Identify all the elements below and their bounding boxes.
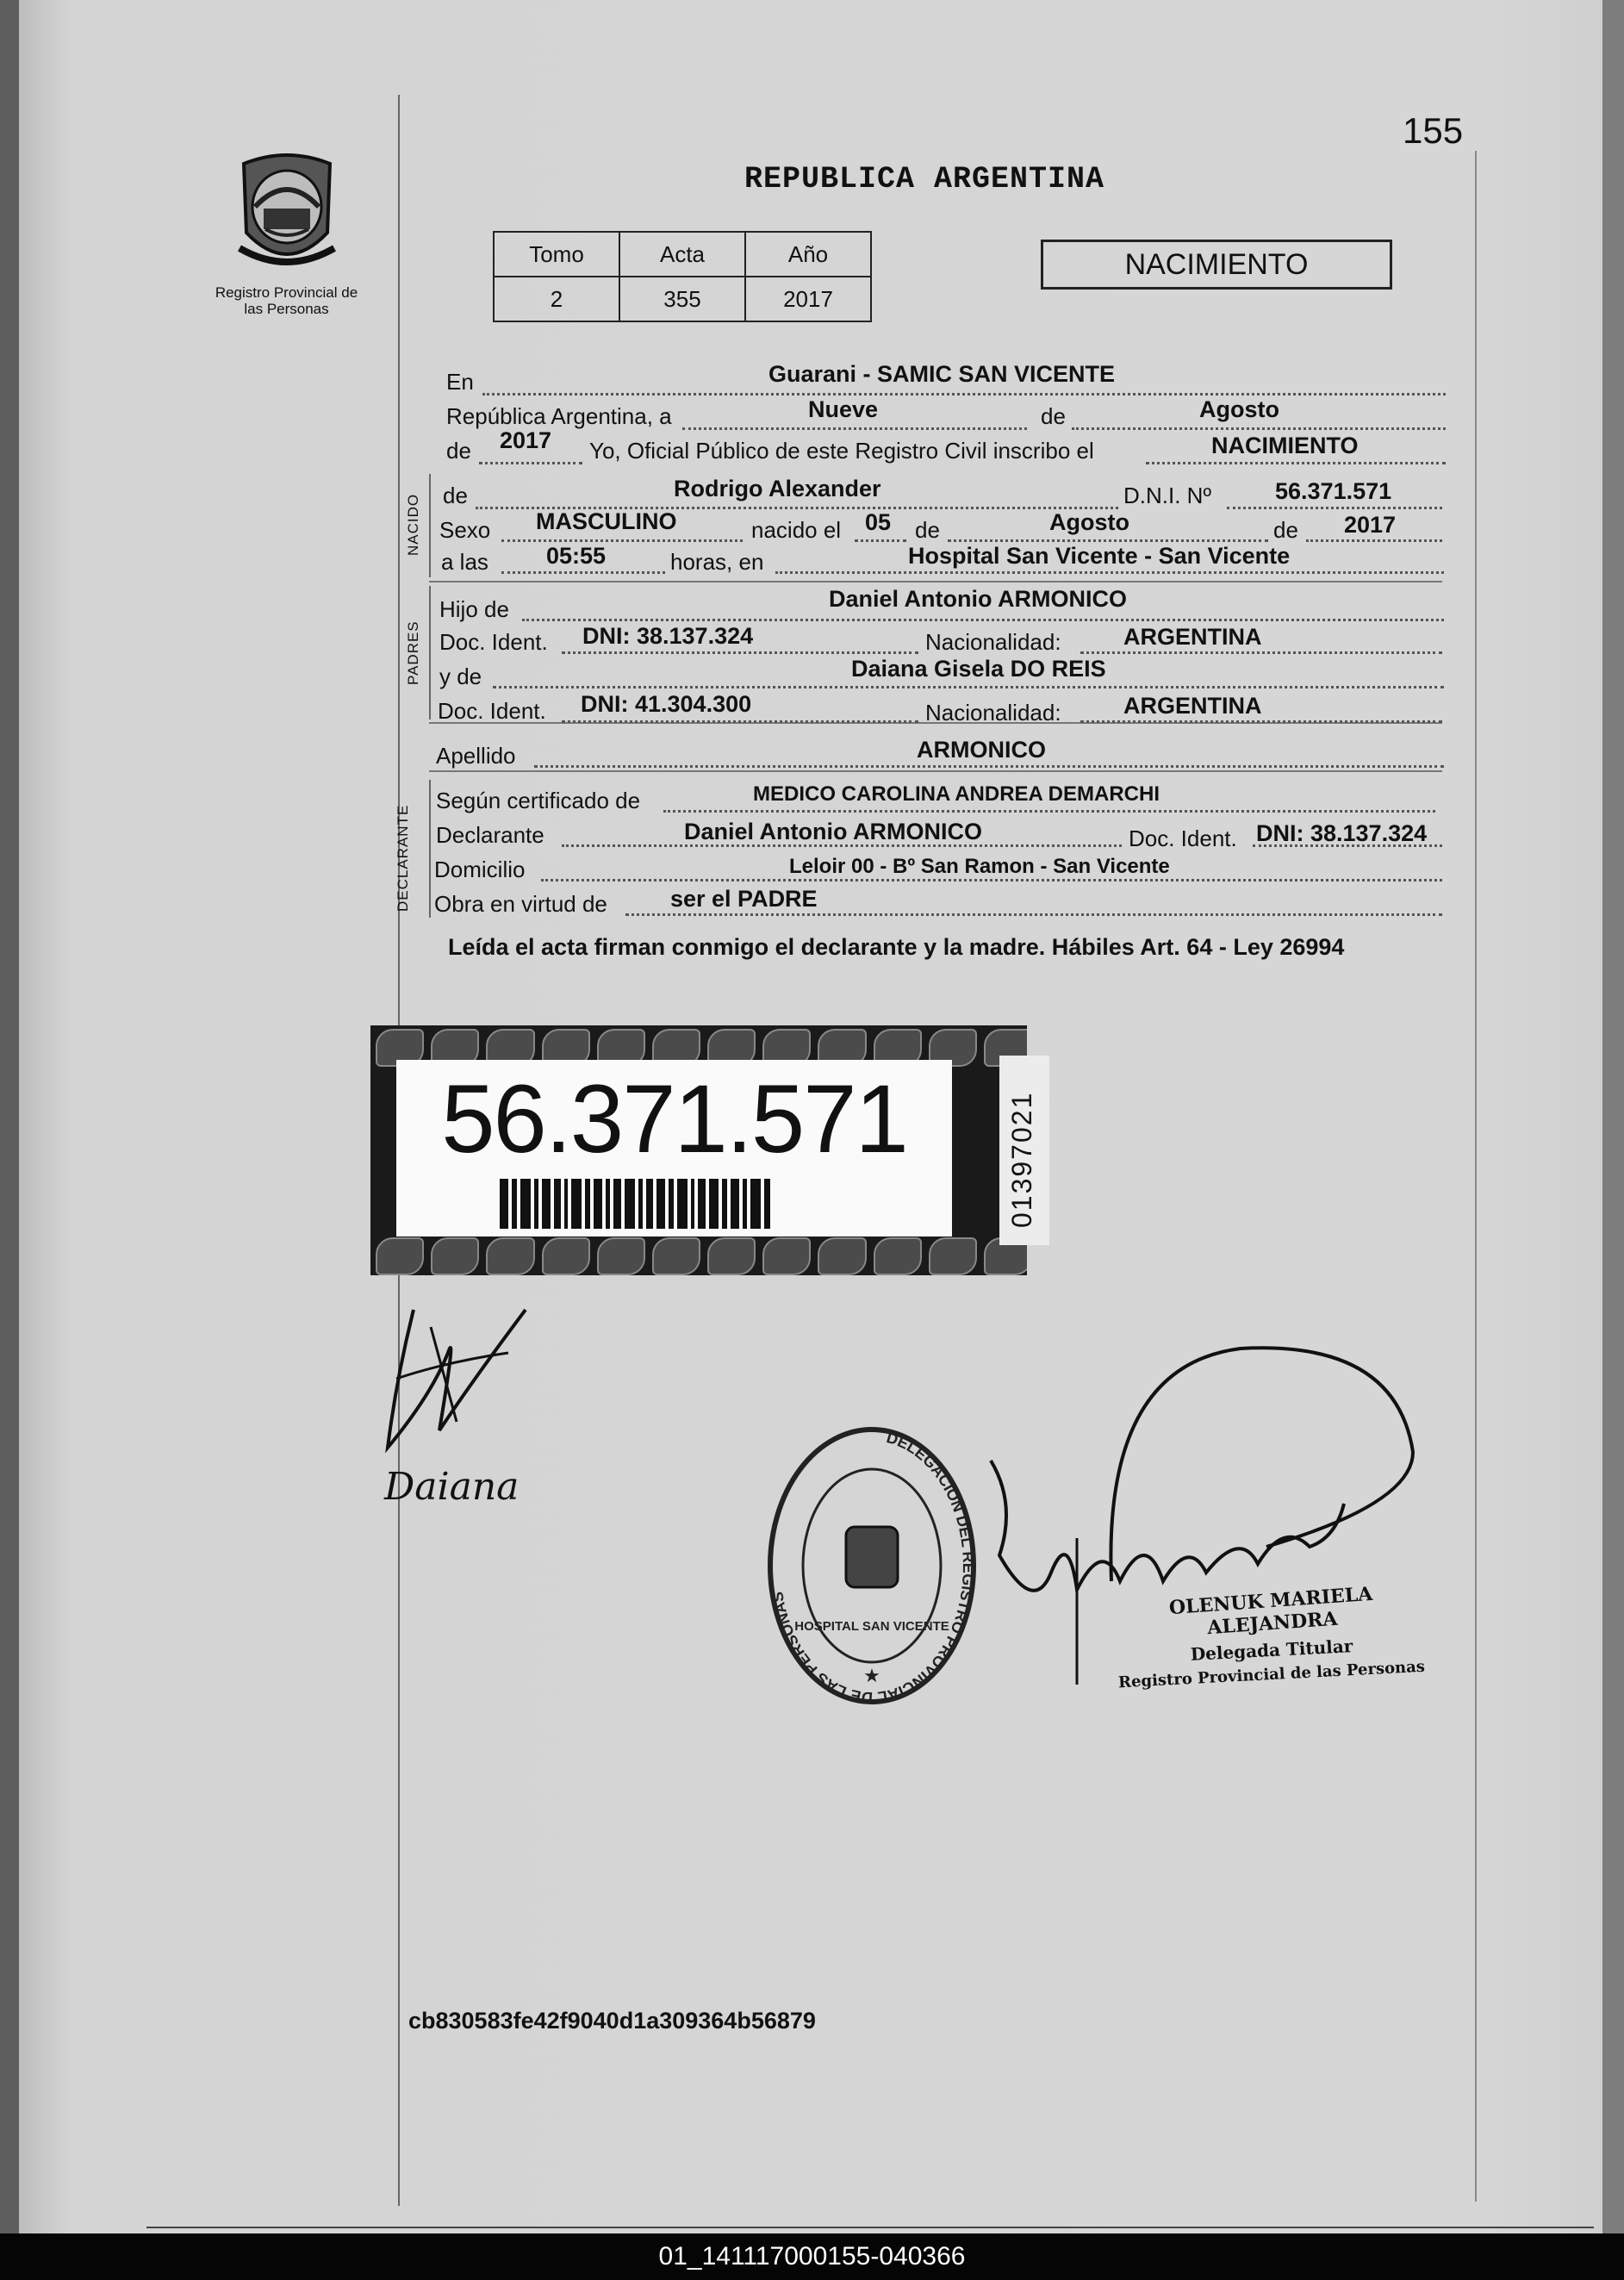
nacido-bracket — [429, 474, 431, 577]
value-domicilio: Leloir 00 - Bº San Ramon - San Vicente — [789, 855, 1170, 878]
dotted-line — [479, 462, 582, 464]
dotted-line — [493, 686, 1444, 688]
label-horas-en: horas, en — [670, 549, 764, 575]
label-domicilio: Domicilio — [434, 857, 526, 882]
dotted-line — [1080, 651, 1442, 654]
page-number: 155 — [1403, 110, 1464, 151]
dotted-line — [541, 879, 1442, 881]
official-office: Registro Provincial de las Personas — [1117, 1657, 1426, 1692]
value-anio-nac: 2017 — [1344, 512, 1397, 538]
label-nacionalidad-padre: Nacionalidad: — [925, 629, 1061, 655]
label-doc-ident-declarante: Doc. Ident. — [1129, 825, 1237, 851]
dotted-line — [522, 619, 1444, 621]
value-dni: 56.371.571 — [1275, 478, 1392, 504]
dni-sticker — [370, 1025, 1027, 1275]
label-de-anio-nac: de — [1273, 517, 1298, 543]
tomo-header: Tomo — [494, 232, 619, 277]
value-nombre: Rodrigo Alexander — [674, 476, 881, 501]
dotted-line — [625, 913, 1442, 916]
declarante-bracket — [429, 780, 431, 918]
label-declarante: Declarante — [436, 822, 544, 848]
label-segun-certificado: Según certificado de — [436, 788, 641, 813]
section-label-declarante: DECLARANTE — [395, 804, 411, 912]
tomo-value: 2 — [494, 277, 619, 321]
value-lugar-nac: Hospital San Vicente - San Vicente — [908, 543, 1291, 569]
sticker-serial: 01397021 — [1006, 1091, 1037, 1228]
mother-handwritten-name: Daiana — [384, 1465, 520, 1509]
label-en: En — [446, 369, 474, 395]
section-label-padres: PADRES — [405, 620, 421, 685]
svg-text:DELEGACION DEL REGISTRO PROVIN: DELEGACION DEL REGISTRO PROVINCIAL DE LAS PERSONAS — [768, 1429, 977, 1707]
value-padre-nac: ARGENTINA — [1123, 624, 1262, 650]
official-name: OLENUK MARIELA ALEJANDRA — [1168, 1582, 1374, 1640]
dotted-line — [855, 539, 906, 542]
value-padre: Daniel Antonio ARMONICO — [829, 586, 1127, 612]
document-hash: cb830583fe42f9040d1a309364b56879 — [408, 2008, 816, 2034]
svg-text:HOSPITAL SAN VICENTE: HOSPITAL SAN VICENTE — [794, 1619, 949, 1634]
official-signature-block — [1117, 1582, 1427, 1692]
anio-value: 2017 — [745, 277, 871, 321]
acta-header: Acta — [619, 232, 745, 277]
dotted-line — [482, 393, 1446, 396]
label-apellido: Apellido — [436, 743, 516, 769]
value-madre-nac: ARGENTINA — [1123, 693, 1262, 719]
province-crest-icon — [231, 146, 343, 271]
dotted-line — [501, 539, 743, 542]
official-role: Delegada Titular — [1190, 1635, 1353, 1665]
value-dia-inscripcion: Nueve — [808, 396, 879, 422]
dotted-line — [1072, 427, 1446, 430]
section-divider — [429, 581, 1442, 582]
footnote-text: Leída el acta firman conmigo el declarante y la madre. Hábiles Art. 64 - Ley 26994 — [448, 934, 1345, 960]
value-mes-inscripcion: Agosto — [1199, 396, 1279, 422]
sticker-dni-number: 56.371.571 — [441, 1065, 907, 1173]
section-label-nacido: NACIDO — [405, 493, 421, 556]
dotted-line — [1080, 720, 1442, 723]
label-obra-en-virtud: Obra en virtud de — [434, 891, 607, 917]
label-de: de — [1041, 403, 1066, 429]
scan-edge — [0, 0, 19, 2233]
tomo-acta-anio-table — [493, 231, 872, 322]
value-certificado: MEDICO CAROLINA ANDREA DEMARCHI — [753, 782, 1160, 806]
dotted-line — [1227, 507, 1442, 509]
dotted-line — [562, 720, 918, 723]
value-acto: NACIMIENTO — [1211, 433, 1359, 458]
value-dia-nac: 05 — [865, 509, 892, 535]
dotted-line — [663, 810, 1435, 813]
label-de-mes: de — [915, 517, 940, 543]
svg-text:★: ★ — [863, 1665, 880, 1686]
dotted-line — [501, 571, 665, 574]
anio-header: Año — [745, 232, 871, 277]
dotted-line — [948, 539, 1268, 542]
acta-value: 355 — [619, 277, 745, 321]
right-margin-line — [1475, 151, 1477, 2202]
label-yo-oficial: Yo, Oficial Público de este Registro Civil inscribo el — [589, 438, 1094, 464]
label-hijo-de: Hijo de — [439, 596, 509, 622]
dotted-line — [775, 571, 1444, 574]
value-anio-inscripcion: 2017 — [500, 427, 552, 453]
section-divider — [429, 770, 1442, 772]
bottom-rule — [146, 2227, 1594, 2228]
label-de-nombre: de — [443, 483, 468, 508]
registry-name: Registro Provincial de las Personas — [215, 284, 358, 317]
scan-footer-code: 01_141117000155-040366 — [0, 2233, 1624, 2280]
value-sexo: MASCULINO — [536, 508, 677, 534]
record-type-box: NACIMIENTO — [1041, 240, 1392, 290]
value-madre-doc: DNI: 41.304.300 — [581, 691, 752, 717]
value-padre-doc: DNI: 38.137.324 — [582, 623, 754, 649]
dotted-line — [682, 427, 1027, 430]
label-nacido-el: nacido el — [751, 517, 842, 543]
security-pattern — [370, 1234, 1027, 1275]
label-doc-ident-padre: Doc. Ident. — [439, 629, 548, 655]
sticker-serial-box — [999, 1056, 1049, 1245]
label-y-de: y de — [439, 663, 482, 689]
value-hora: 05:55 — [546, 543, 607, 569]
value-virtud: ser el PADRE — [670, 886, 818, 912]
label-republica-a: República Argentina, a — [446, 403, 672, 429]
label-nacionalidad-madre: Nacionalidad: — [925, 700, 1061, 726]
barcode-icon — [500, 1179, 862, 1229]
mother-signature-icon — [379, 1275, 534, 1465]
country-heading: REPUBLICA ARGENTINA — [744, 162, 1105, 196]
dotted-line — [1306, 539, 1442, 542]
dotted-line — [1146, 462, 1446, 464]
value-madre: Daiana Gisela DO REIS — [851, 656, 1106, 682]
dotted-line — [562, 651, 918, 654]
registry-seal-icon — [763, 1423, 980, 1708]
dotted-line — [534, 765, 1444, 768]
value-declarante-doc: DNI: 38.137.324 — [1256, 820, 1428, 846]
padres-bracket — [429, 586, 431, 720]
value-declarante: Daniel Antonio ARMONICO — [684, 819, 982, 844]
label-a-las: a las — [441, 549, 488, 575]
value-apellido: ARMONICO — [917, 737, 1046, 763]
label-sexo: Sexo — [439, 517, 491, 543]
value-mes-nac: Agosto — [1049, 509, 1129, 535]
label-dni: D.N.I. Nº — [1123, 483, 1211, 508]
value-lugar: Guarani - SAMIC SAN VICENTE — [768, 361, 1116, 387]
sticker-label — [396, 1060, 952, 1237]
label-de-anio: de — [446, 438, 471, 464]
label-doc-ident-madre: Doc. Ident. — [438, 698, 546, 724]
